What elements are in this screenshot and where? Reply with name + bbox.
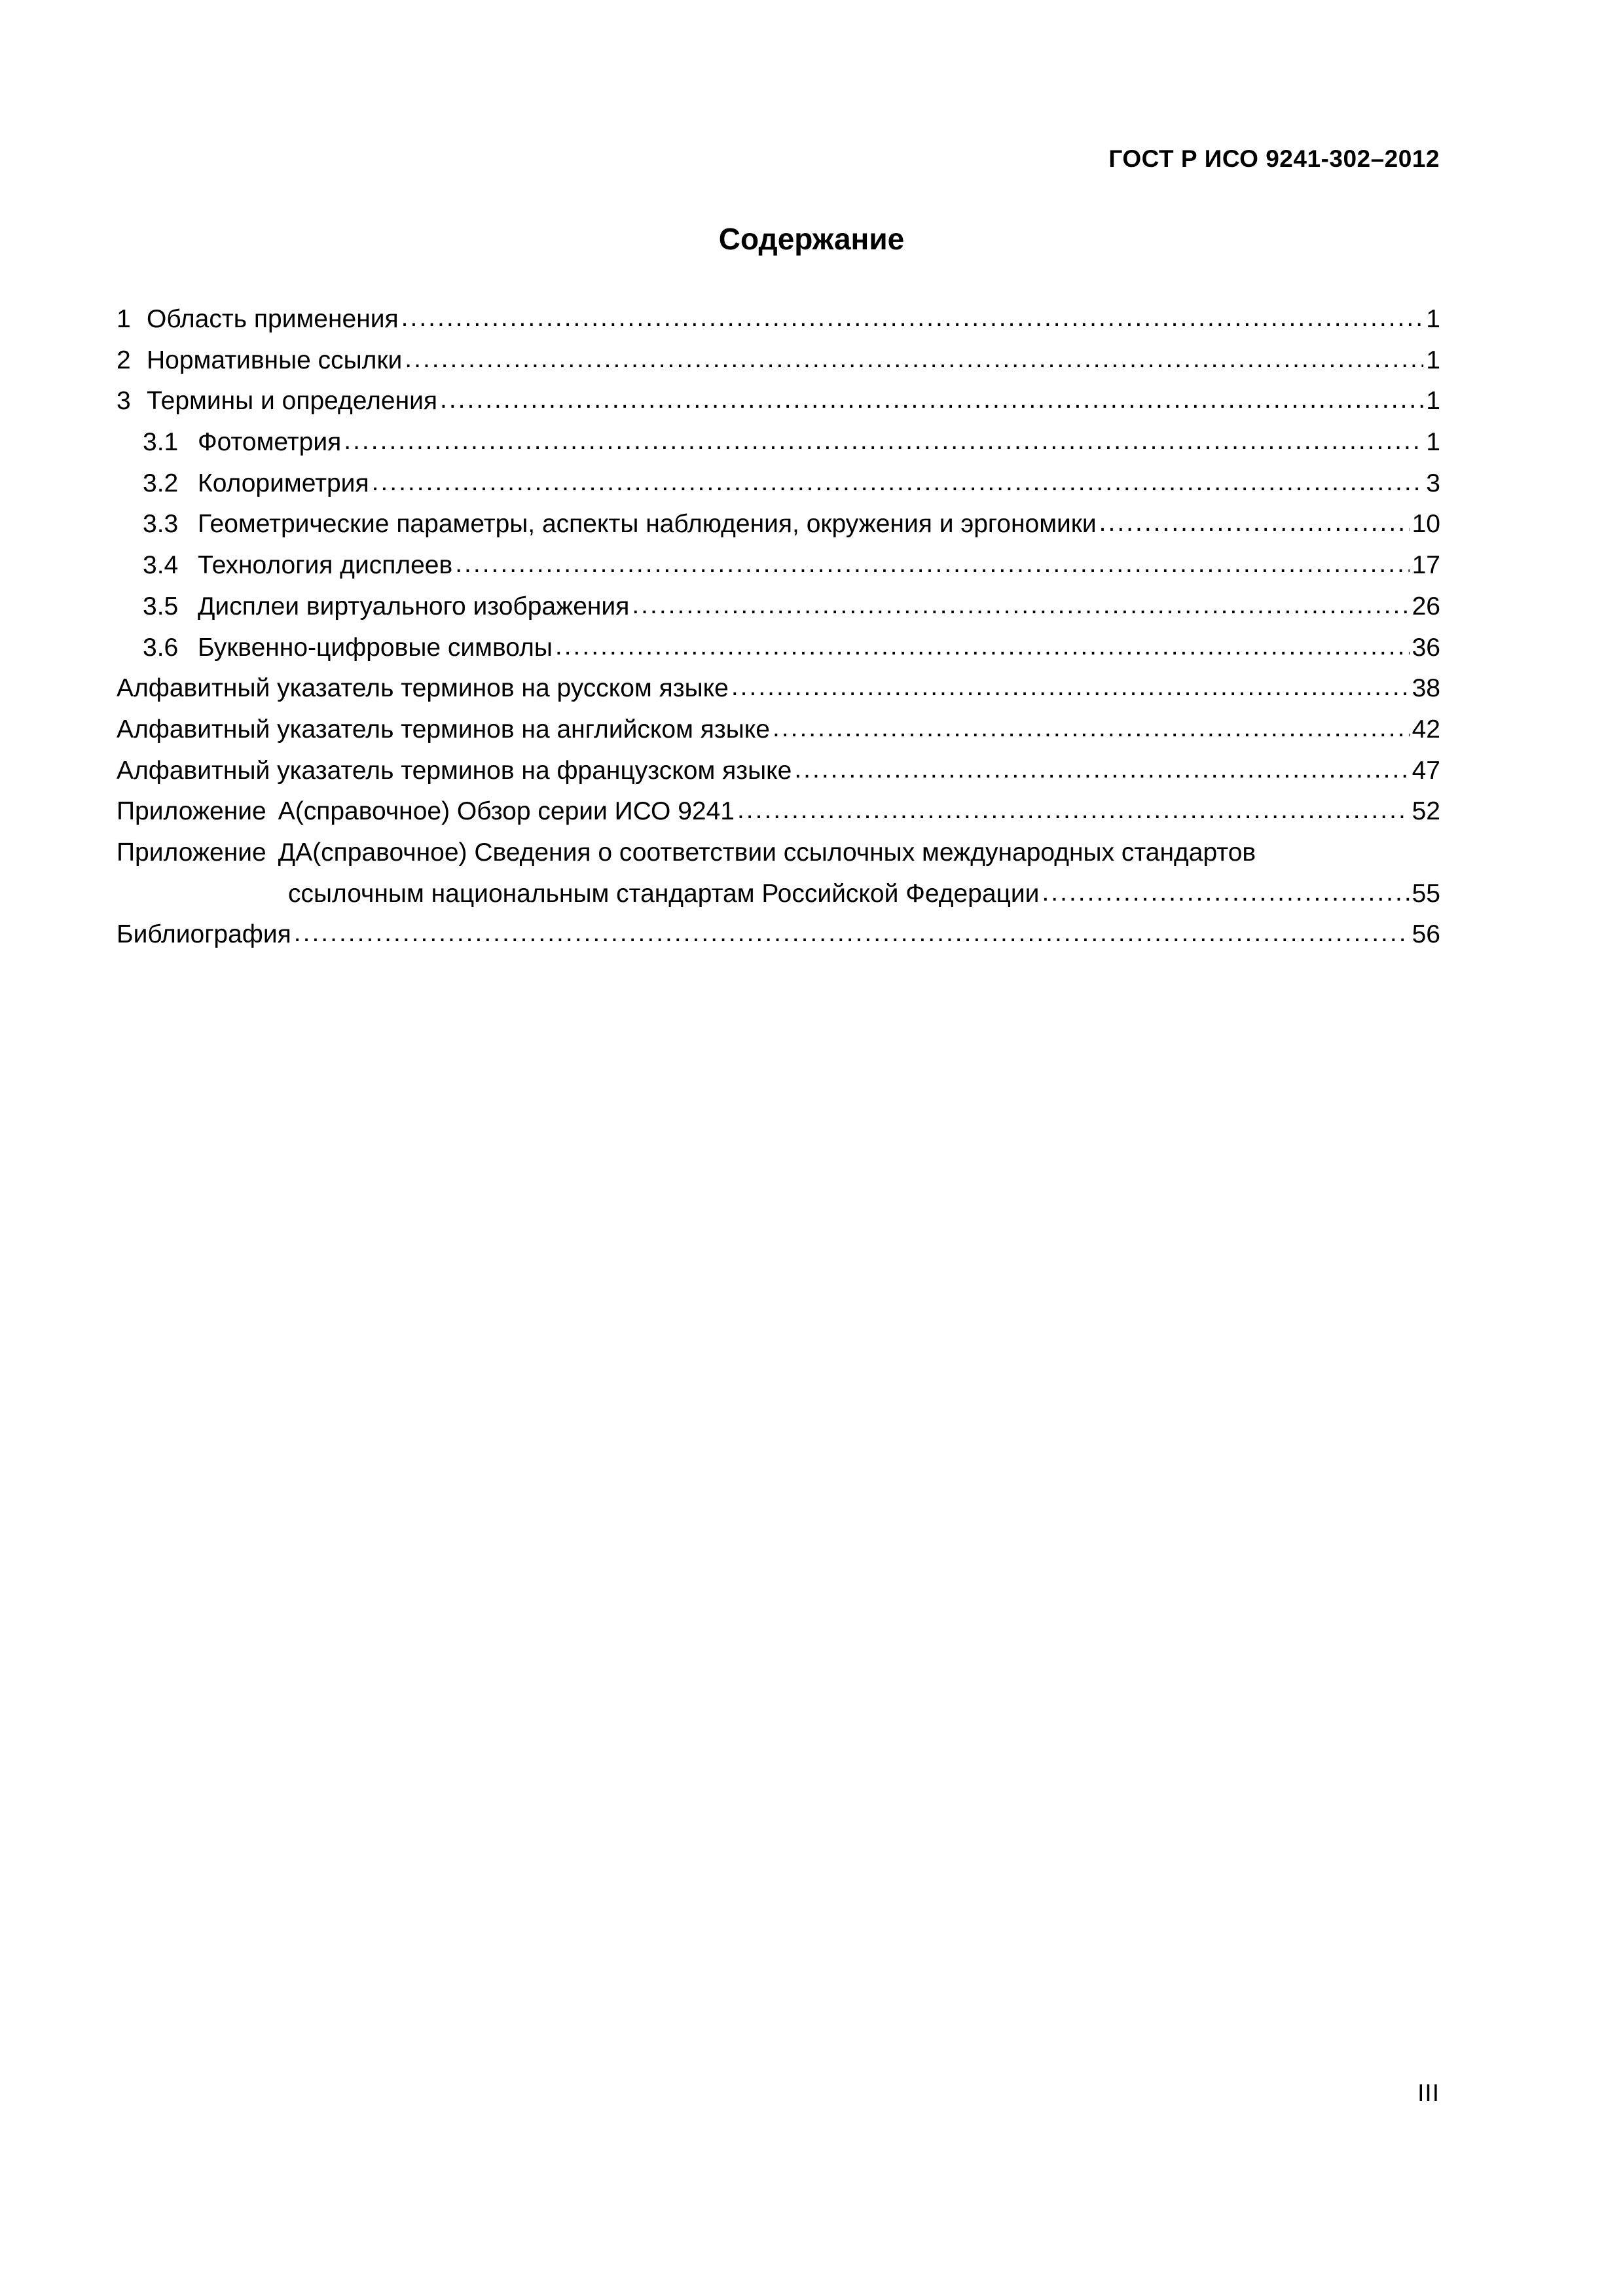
toc-entry-page: 1 — [1426, 428, 1440, 457]
toc-entry-number: 3.3 — [143, 510, 179, 539]
toc-entry-photometry[interactable] — [117, 422, 1440, 463]
toc-entry-title: Библиография — [117, 920, 291, 949]
dot-leader — [405, 339, 1423, 380]
toc-entry-appendix-a[interactable] — [117, 791, 1440, 833]
dot-leader — [731, 667, 1410, 708]
toc-entry-page: 55 — [1412, 879, 1440, 908]
toc-entry-title: А(справочное) Обзор серии ИСО 9241 — [278, 797, 735, 826]
appendix-label: Приложение — [117, 838, 266, 867]
dot-leader — [455, 544, 1409, 585]
document-header: ГОСТ Р ИСО 9241-302–2012 — [1108, 145, 1440, 172]
dot-leader — [737, 790, 1410, 831]
toc-entry-number: 2 — [117, 346, 131, 374]
toc-entry-scope[interactable] — [117, 299, 1440, 340]
toc-entry-title: Термины и определения — [147, 387, 438, 416]
toc-entry-appendix-da[interactable] — [117, 833, 1440, 874]
toc-entry-number: 3.5 — [143, 592, 179, 620]
toc-entry-title: Дисплеи виртуального изображения — [198, 592, 630, 620]
toc-entry-index-french[interactable] — [117, 751, 1440, 792]
toc-entry-alphanumeric-symbols[interactable] — [117, 628, 1440, 669]
dot-leader — [440, 380, 1423, 421]
dot-leader — [794, 749, 1409, 791]
toc-entry-index-russian[interactable] — [117, 668, 1440, 709]
dot-leader — [401, 298, 1424, 339]
toc-entry-number: 3.1 — [143, 428, 179, 457]
toc-entry-page: 10 — [1412, 510, 1440, 539]
toc-entry-page: 36 — [1412, 633, 1440, 662]
toc-entry-page: 56 — [1412, 920, 1440, 949]
toc-entry-bibliography[interactable] — [117, 914, 1440, 956]
table-of-contents — [117, 299, 1440, 956]
toc-entry-terms-definitions[interactable] — [117, 381, 1440, 422]
toc-entry-page: 47 — [1412, 756, 1440, 785]
toc-entry-page: 17 — [1412, 551, 1440, 580]
toc-entry-title: Колориметрия — [198, 469, 369, 497]
appendix-label: Приложение — [117, 797, 266, 826]
toc-entry-display-technology[interactable] — [117, 545, 1440, 586]
toc-entry-title: Технология дисплеев — [198, 551, 453, 580]
dot-leader — [372, 462, 1424, 503]
toc-entry-geometry[interactable] — [117, 504, 1440, 545]
toc-entry-title: Геометрические параметры, аспекты наблюдения, окружения и эргономики — [198, 510, 1097, 539]
toc-entry-title: ссылочным национальным стандартам Российской Федерации — [288, 879, 1040, 908]
toc-entry-virtual-image-displays[interactable] — [117, 586, 1440, 628]
dot-leader — [632, 585, 1409, 626]
toc-entry-number: 3.4 — [143, 551, 179, 580]
toc-entry-number: 3.2 — [143, 469, 179, 497]
toc-entry-page: 1 — [1426, 305, 1440, 333]
page-number: III — [1417, 2079, 1440, 2106]
toc-entry-page: 1 — [1426, 346, 1440, 374]
dot-leader — [294, 913, 1410, 954]
toc-entry-title: Нормативные ссылки — [147, 346, 403, 374]
dot-leader — [773, 708, 1410, 749]
toc-entry-title: Алфавитный указатель терминов на русском языке — [117, 674, 729, 703]
toc-entry-page: 38 — [1412, 674, 1440, 703]
toc-entry-title: Фотометрия — [198, 428, 342, 457]
toc-entry-number: 3 — [117, 387, 131, 416]
toc-entry-index-english[interactable] — [117, 709, 1440, 751]
toc-entry-number: 1 — [117, 305, 131, 333]
toc-entry-page: 1 — [1426, 387, 1440, 416]
toc-entry-page: 42 — [1412, 715, 1440, 744]
toc-entry-title: Буквенно-цифровые символы — [198, 633, 553, 662]
toc-entry-number: 3.6 — [143, 633, 179, 662]
page-title: Содержание — [718, 222, 905, 256]
toc-entry-page: 3 — [1426, 469, 1440, 497]
dot-leader — [555, 626, 1410, 668]
toc-entry-title: Область применения — [147, 305, 399, 333]
dot-leader — [344, 421, 1423, 462]
toc-entry-title: Алфавитный указатель терминов на французском языке — [117, 756, 792, 785]
toc-entry-page: 52 — [1412, 797, 1440, 826]
dot-leader — [1042, 872, 1409, 914]
toc-entry-page: 26 — [1412, 592, 1440, 620]
dot-leader — [1099, 503, 1410, 544]
toc-entry-title: Алфавитный указатель терминов на английском языке — [117, 715, 770, 744]
toc-entry-colorimetry[interactable] — [117, 463, 1440, 505]
toc-entry-normative-references[interactable] — [117, 340, 1440, 382]
toc-entry-title: ДА(справочное) Сведения о соответствии ссылочных международных стандартов — [278, 838, 1256, 867]
toc-entry-appendix-da-continued[interactable] — [117, 874, 1440, 915]
